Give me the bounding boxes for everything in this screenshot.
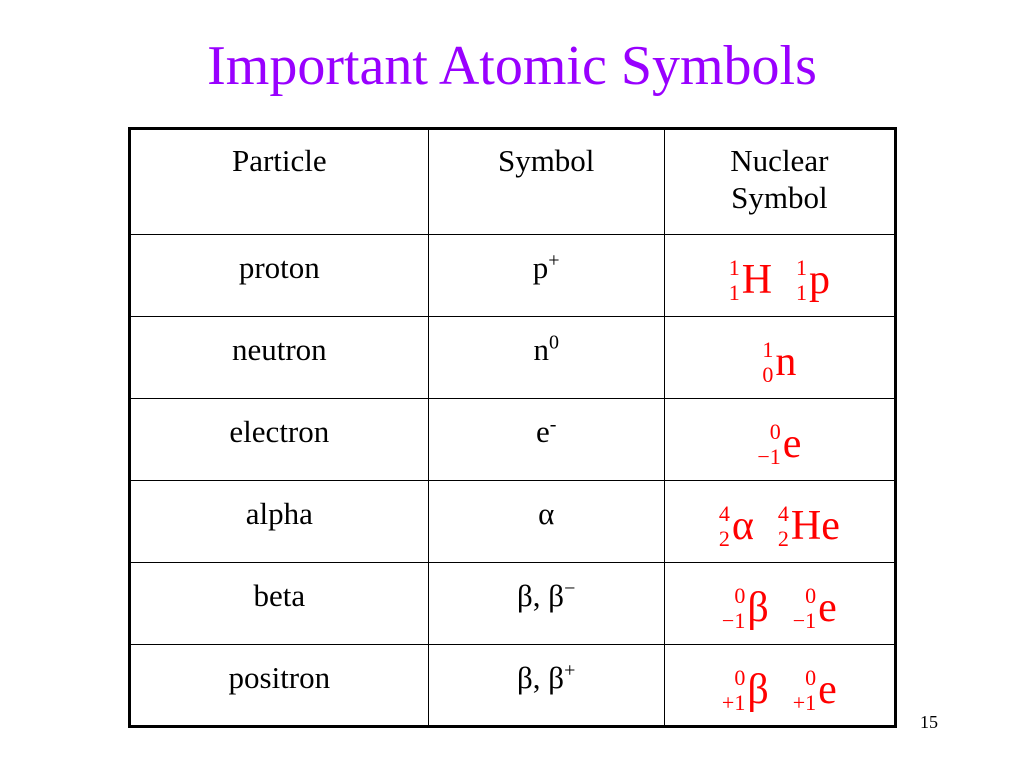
header-symbol: Symbol — [428, 129, 664, 235]
nuclear-symbol — [664, 645, 895, 727]
nuclide: 0 −1 β — [721, 583, 769, 633]
nuclear-symbol — [664, 563, 895, 645]
particle-name: beta — [130, 563, 429, 645]
nuclide: 4 2 He — [777, 501, 840, 551]
nuclear-symbol — [664, 481, 895, 563]
table-row — [130, 563, 896, 645]
particle-symbol: α — [428, 481, 664, 563]
nuclide: 0 +1 β — [721, 664, 769, 715]
particle-name: positron — [130, 645, 429, 727]
atomic-symbols-table — [128, 127, 897, 728]
nuclear-symbol — [664, 399, 895, 481]
particle-symbol: β, β+ — [428, 645, 664, 727]
particle-symbol: e- — [428, 399, 664, 481]
nuclide: 1 0 n — [762, 337, 797, 387]
table-row — [130, 645, 896, 727]
nuclide: 1 1 H — [728, 255, 773, 305]
table-row — [130, 399, 896, 481]
table-row — [130, 317, 896, 399]
particle-symbol: $n^0$ — [428, 317, 664, 399]
particle-symbol: p+ — [428, 235, 664, 317]
header-row — [130, 129, 896, 235]
nuclide: 0 −1 e — [792, 583, 837, 633]
header-nuclear-symbol: Nuclear Symbol — [664, 129, 895, 235]
table-row — [130, 235, 896, 317]
particle-name: neutron — [130, 317, 429, 399]
page-number: 15 — [920, 712, 938, 732]
nuclide: 4 2 α — [718, 501, 754, 551]
slide-title: Important Atomic Symbols — [207, 35, 817, 97]
nuclear-symbol — [664, 235, 895, 317]
nuclide: 1 1 p — [796, 255, 831, 305]
nuclide: 0 +1 e — [792, 664, 837, 715]
particle-name: proton — [130, 235, 429, 317]
particle-name: electron — [130, 399, 429, 481]
nuclide: 0 −1 e — [757, 419, 802, 469]
table-row — [130, 481, 896, 563]
particle-name: alpha — [130, 481, 429, 563]
header-particle: Particle — [130, 129, 429, 235]
nuclear-symbol — [664, 317, 895, 399]
particle-symbol: β, β− — [428, 563, 664, 645]
